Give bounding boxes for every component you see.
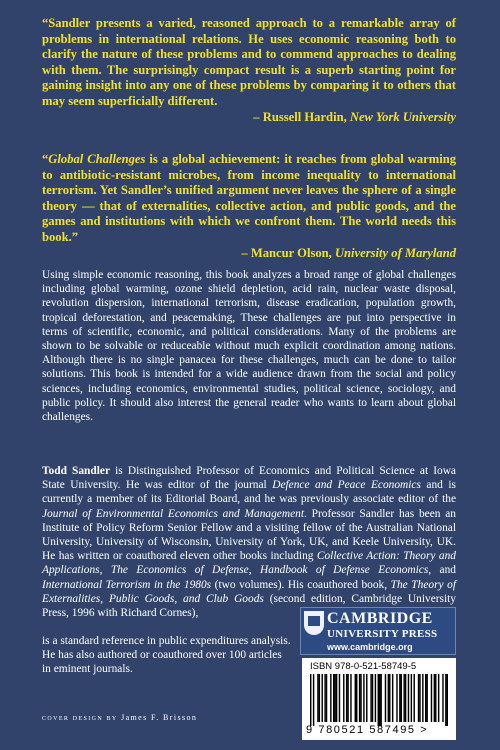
book-description: Using simple economic reasoning, this book analyzes a broad range of global challenges including global warming, ozone shield depletion, acid rain, nuclear waste disposal, revolution dispersion, international terrorism, disease eradication, population growth, tropical deforestation, and peacemaking, These challenges are put into perspective in terms of scientific, economic, and political considerations. Many of the problems are shown to be solvable or reduceable without much explicit coordination among nations. Although there is no single panacea for these challenges, much can be done to tailor solutions. This book is intended for a wide audience drawn from the social and policy sciences, including economics, environmental studies, political science, sociology, and public policy. It should also interest the general reader who wants to learn about global challenges.	[42, 269, 456, 424]
quote-attribution	[42, 110, 456, 126]
barcode-bar	[324, 674, 325, 722]
barcode-bar	[385, 674, 386, 722]
barcode-bar	[334, 674, 335, 722]
barcode-bar	[401, 674, 402, 722]
barcode-bar	[389, 674, 390, 722]
barcode-bar	[438, 674, 439, 722]
barcode-bar	[418, 674, 419, 722]
barcode-bar	[442, 674, 443, 722]
publisher-url: www.cambridge.org	[327, 642, 413, 652]
barcode-bar	[380, 674, 381, 726]
barcode-bar	[359, 674, 360, 722]
bio-text-2: and is currently a member of its Editorial Board, and he was previously associate editor of the	[42, 479, 456, 506]
quote-text: “Sandler presents a varied, reasoned approach to a remarkable array of problems in international relations. He uses economic reasoning both to clarify the nature of these problems and to commend approaches to dealing with them. The surprisingly compact result is a superb starting point for gaining insight into any one of these problems by comparing it to others that may seem superficially different.	[42, 16, 456, 108]
quote-attribution	[42, 246, 456, 262]
barcode-bar	[435, 674, 436, 722]
barcode-bar	[370, 674, 371, 722]
barcode-digits: 9 780521 587495 >	[306, 724, 429, 736]
barcode-bar	[356, 674, 357, 722]
barcode-bar	[372, 674, 373, 722]
barcode-bar	[313, 674, 314, 726]
barcode-bar	[326, 674, 327, 722]
barcode-bar	[363, 674, 364, 722]
bio-text-5: (two volumes). His coauthored book,	[211, 578, 391, 591]
quote-affiliation: New York University	[349, 109, 456, 124]
barcode-bar	[434, 674, 435, 722]
barcode-bar	[445, 674, 446, 726]
barcode-bar	[360, 674, 361, 722]
book-list-3: The Theory of Externalities, Public Goods, and Club Goods	[42, 578, 456, 605]
quote-body: is a global achievement: it reaches from global warming to antibiotic-resistant microbes, from income inequality to international terrorism. Yet Sandler’s unified argument never leaves the sphere of a single theory — that of externalities, collective action, and public goods, and the games and institutions with which we confront them. The world needs this book.”	[42, 152, 456, 244]
barcode-bar	[399, 674, 400, 722]
publisher-subtitle: UNIVERSITY PRESS	[327, 628, 438, 640]
barcode-bar	[322, 674, 323, 722]
barcode-bar	[405, 674, 406, 722]
quote-author: – Russell Hardin,	[253, 109, 347, 124]
journal-name-2: Journal of Environmental Economics and Management	[42, 507, 304, 520]
review-quote-1	[42, 16, 456, 125]
journal-name-1: Defence and Peace Economics	[272, 479, 421, 492]
cover-credit-prefix: cover design by	[42, 713, 122, 722]
barcode-icon	[310, 674, 448, 726]
book-list-1: Collective Action: Theory and Applications, The Economics of Defense, Handbook of Defense Economics,	[42, 550, 456, 577]
book-list-2: International Terrorism in the 1980s	[42, 578, 212, 591]
barcode-bar	[447, 674, 448, 726]
barcode-bar	[336, 674, 337, 722]
quote-text	[42, 152, 456, 246]
quote-affiliation: University of Maryland	[334, 245, 456, 260]
barcode-bar	[350, 674, 351, 722]
barcode-bar	[347, 674, 348, 722]
barcode-bar	[310, 674, 311, 726]
author-name: Todd Sandler	[42, 465, 111, 477]
barcode-bar	[403, 674, 404, 722]
barcode-bar	[317, 674, 318, 722]
shield-icon	[304, 611, 324, 635]
cover-designer: James F. Brisson	[121, 713, 198, 722]
barcode-bar	[343, 674, 344, 722]
bio-text-6: (second edition, Cambridge University Press, 1996 with Richard Cornes),	[42, 592, 456, 620]
barcode-bar	[379, 674, 380, 726]
barcode-bar	[411, 674, 412, 722]
barcode-bar	[378, 674, 379, 726]
quote-author: – Mancur Olson,	[241, 245, 332, 260]
barcode-panel	[302, 658, 456, 740]
barcode-bar	[339, 674, 340, 722]
barcode-bar	[319, 674, 320, 722]
barcode-bar	[392, 674, 393, 722]
review-quote-2	[42, 152, 456, 261]
barcode-bar	[355, 674, 356, 722]
publisher-logo	[300, 607, 456, 655]
barcode-bar	[330, 674, 331, 722]
author-bio	[42, 464, 456, 620]
barcode-bar	[408, 674, 409, 722]
barcode-bar	[375, 674, 376, 722]
barcode-bar	[396, 674, 397, 722]
barcode-bar	[333, 674, 334, 722]
book-title: Global Challenges	[48, 152, 146, 166]
barcode-bar	[426, 674, 427, 722]
barcode-bar	[419, 674, 420, 722]
barcode-bar	[422, 674, 423, 722]
author-bio-continued: is a standard reference in public expenditures analysis. He has also authored or coauthored over 100 articles in eminent journals.	[42, 635, 291, 676]
cover-credit	[42, 713, 197, 722]
bio-text-3: . Professor Sandler has been an Institute of Policy Reform Senior Fellow and a visiting fellow of the Australian National University, University of Wisconsin, University of York, UK, and Keele University, UK. He has written or coauthored eleven other books including	[42, 507, 456, 563]
barcode-bar	[431, 674, 432, 722]
publisher-name: CAMBRIDGE	[327, 610, 433, 627]
barcode-bar	[346, 674, 347, 722]
isbn-label: ISBN 978-0-521-58749-5	[310, 661, 417, 672]
barcode-bar	[425, 674, 426, 722]
barcode-bar	[366, 674, 367, 722]
barcode-bar	[414, 674, 415, 722]
bio-text-1: is Distinguished Professor of Economics and Political Science at Iowa State University. He was editor of the journal	[42, 465, 456, 492]
bio-text-4: and	[431, 564, 456, 577]
open-quote-mark: “	[42, 152, 49, 166]
barcode-bar	[388, 674, 389, 722]
